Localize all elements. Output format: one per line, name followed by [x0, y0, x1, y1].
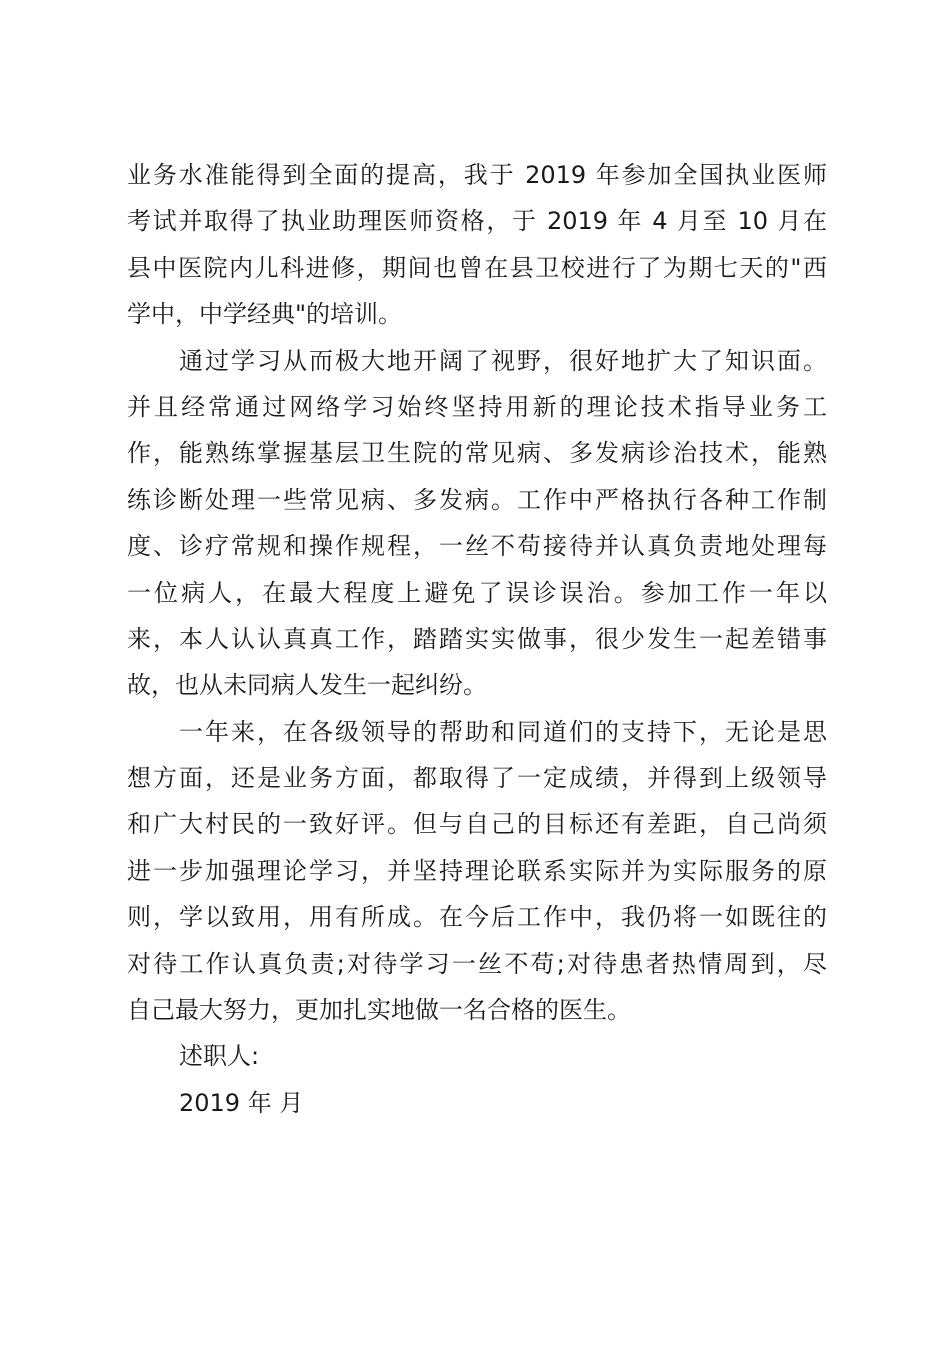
text-line: 通过学习从而极大地开阔了视野，很好地扩大了知识面。	[179, 346, 827, 375]
text-line: 学中，中学经典"的培训。	[127, 300, 403, 329]
paragraph-study	[127, 152, 827, 338]
text-line: 进一步加强理论学习，并坚持理论联系实际并为实际服务的原	[127, 856, 827, 885]
text-line: 一年来，在各级领导的帮助和同道们的支持下，无论是思	[179, 717, 827, 746]
text-line: 一位病人，在最大程度上避免了误诊误治。参加工作一年以	[127, 578, 827, 607]
document-body	[127, 152, 827, 1126]
text-line: 度、诊疗常规和操作规程，一丝不苟接待并认真负责地处理每	[127, 532, 827, 561]
signature-date: 2019 年 月	[179, 1088, 304, 1117]
reporter-label: 述职人:	[179, 1042, 260, 1071]
text-line: 对待工作认真负责;对待学习一丝不苟;对待患者热情周到，尽	[127, 949, 827, 978]
text-line: 想方面，还是业务方面，都取得了一定成绩，并得到上级领导	[127, 764, 827, 793]
text-line: 故，也从未同病人发生一起纠纷。	[127, 671, 487, 700]
text-line: 和广大村民的一致好评。但与自己的目标还有差距，自己尚须	[127, 810, 827, 839]
text-line: 考试并取得了执业助理医师资格，于 2019 年 4 月至 10 月在	[127, 207, 827, 236]
text-line: 自己最大努力，更加扎实地做一名合格的医生。	[127, 996, 631, 1025]
text-line: 业务水准能得到全面的提高，我于 2019 年参加全国执业医师	[127, 161, 827, 189]
text-line: 来，本人认认真真工作，踏踏实实做事，很少发生一起差错事	[127, 624, 827, 653]
text-line: 则，学以致用，用有所成。在今后工作中，我仍将一如既往的	[127, 903, 827, 932]
paragraph-summary	[127, 709, 827, 1034]
paragraph-work	[127, 338, 827, 709]
text-line: 并且经常通过网络学习始终坚持用新的理论技术指导业务工	[127, 392, 827, 421]
text-line: 练诊断处理一些常见病、多发病。工作中严格执行各种工作制	[127, 485, 827, 514]
text-line: 作，能熟练掌握基层卫生院的常见病、多发病诊治技术，能熟	[127, 439, 827, 468]
text-line: 县中医院内儿科进修，期间也曾在县卫校进行了为期七天的"西	[127, 253, 827, 282]
